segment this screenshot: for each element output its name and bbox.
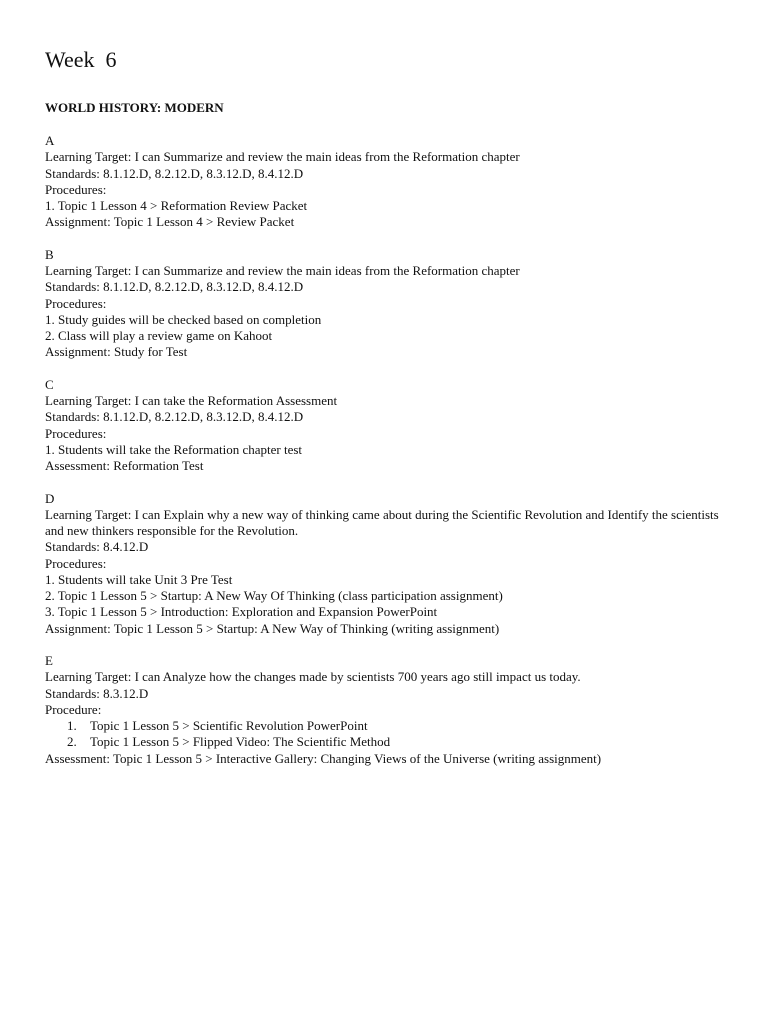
list-item-text: Topic 1 Lesson 5 > Scientific Revolution PowerPoint (90, 718, 368, 733)
procedure-item: 3. Topic 1 Lesson 5 > Introduction: Exploration and Expansion PowerPoint (45, 604, 438, 620)
week-title: Week 6 (45, 47, 117, 72)
section-letter: A (45, 133, 55, 148)
procedure-item: 2. Class will play a review game on Kahoot (45, 328, 273, 343)
procedure-item: 1. Study guides will be checked based on completion (45, 311, 322, 327)
procedure-item: 1. Students will take the Reformation chapter test (45, 441, 303, 457)
learning-target: Learning Target: I can Analyze how the changes made by scientists 700 years ago still impact us today. (45, 669, 581, 685)
assessment: Assessment: Reformation Test (45, 458, 204, 473)
procedure-list-item (45, 718, 725, 734)
procedure-item: 1. Students will take Unit 3 Pre Test (45, 571, 233, 587)
procedure-item: 1. Topic 1 Lesson 4 > Reformation Review Packet (45, 198, 308, 213)
standards: Standards: 8.4.12.D (45, 539, 149, 555)
section-b (45, 247, 725, 361)
procedure-list-item (45, 734, 725, 750)
section-letter: C (45, 376, 54, 392)
lesson-sections (45, 133, 725, 783)
learning-target: Learning Target: I can Explain why a new way of thinking came about during the Scientific Revolution and Identify the scientists and new thinkers responsible for the Revolution. (45, 506, 719, 538)
learning-target: Learning Target: I can Summarize and review the main ideas from the Reformation chapter (45, 263, 520, 278)
assignment: Assignment: Study for Test (45, 344, 188, 360)
list-item-text: Topic 1 Lesson 5 > Flipped Video: The Scientific Method (90, 734, 391, 750)
procedures-label: Procedures: (45, 295, 107, 311)
procedure-item: 2. Topic 1 Lesson 5 > Startup: A New Way Of Thinking (class participation assignment) (45, 588, 503, 603)
section-a (45, 133, 725, 231)
section-d (45, 491, 725, 637)
course-title: WORLD HISTORY: MODERN (45, 100, 224, 115)
procedures-label: Procedure: (45, 701, 102, 717)
standards: Standards: 8.1.12.D, 8.2.12.D, 8.3.12.D, 8.4.12.D (45, 279, 304, 295)
learning-target: Learning Target: I can Summarize and review the main ideas from the Reformation chapter (45, 149, 520, 165)
standards: Standards: 8.3.12.D (45, 685, 149, 701)
section-letter: D (45, 490, 55, 506)
list-number: 1. (67, 718, 77, 733)
procedures-label: Procedures: (45, 181, 107, 197)
standards: Standards: 8.1.12.D, 8.2.12.D, 8.3.12.D, 8.4.12.D (45, 409, 304, 425)
assessment: Assessment: Topic 1 Lesson 5 > Interactive Gallery: Changing Views of the Universe (writing assignment) (45, 750, 602, 766)
assignment: Assignment: Topic 1 Lesson 5 > Startup: A New Way of Thinking (writing assignment) (45, 620, 500, 636)
standards: Standards: 8.1.12.D, 8.2.12.D, 8.3.12.D, 8.4.12.D (45, 165, 304, 181)
section-letter: E (45, 653, 53, 668)
section-e (45, 653, 725, 767)
learning-target: Learning Target: I can take the Reformation Assessment (45, 393, 338, 408)
procedures-label: Procedures: (45, 555, 107, 571)
list-number: 2. (67, 734, 77, 750)
assignment: Assignment: Topic 1 Lesson 4 > Review Packet (45, 214, 295, 230)
section-c (45, 377, 725, 475)
section-letter: B (45, 246, 54, 262)
procedures-label: Procedures: (45, 425, 107, 441)
